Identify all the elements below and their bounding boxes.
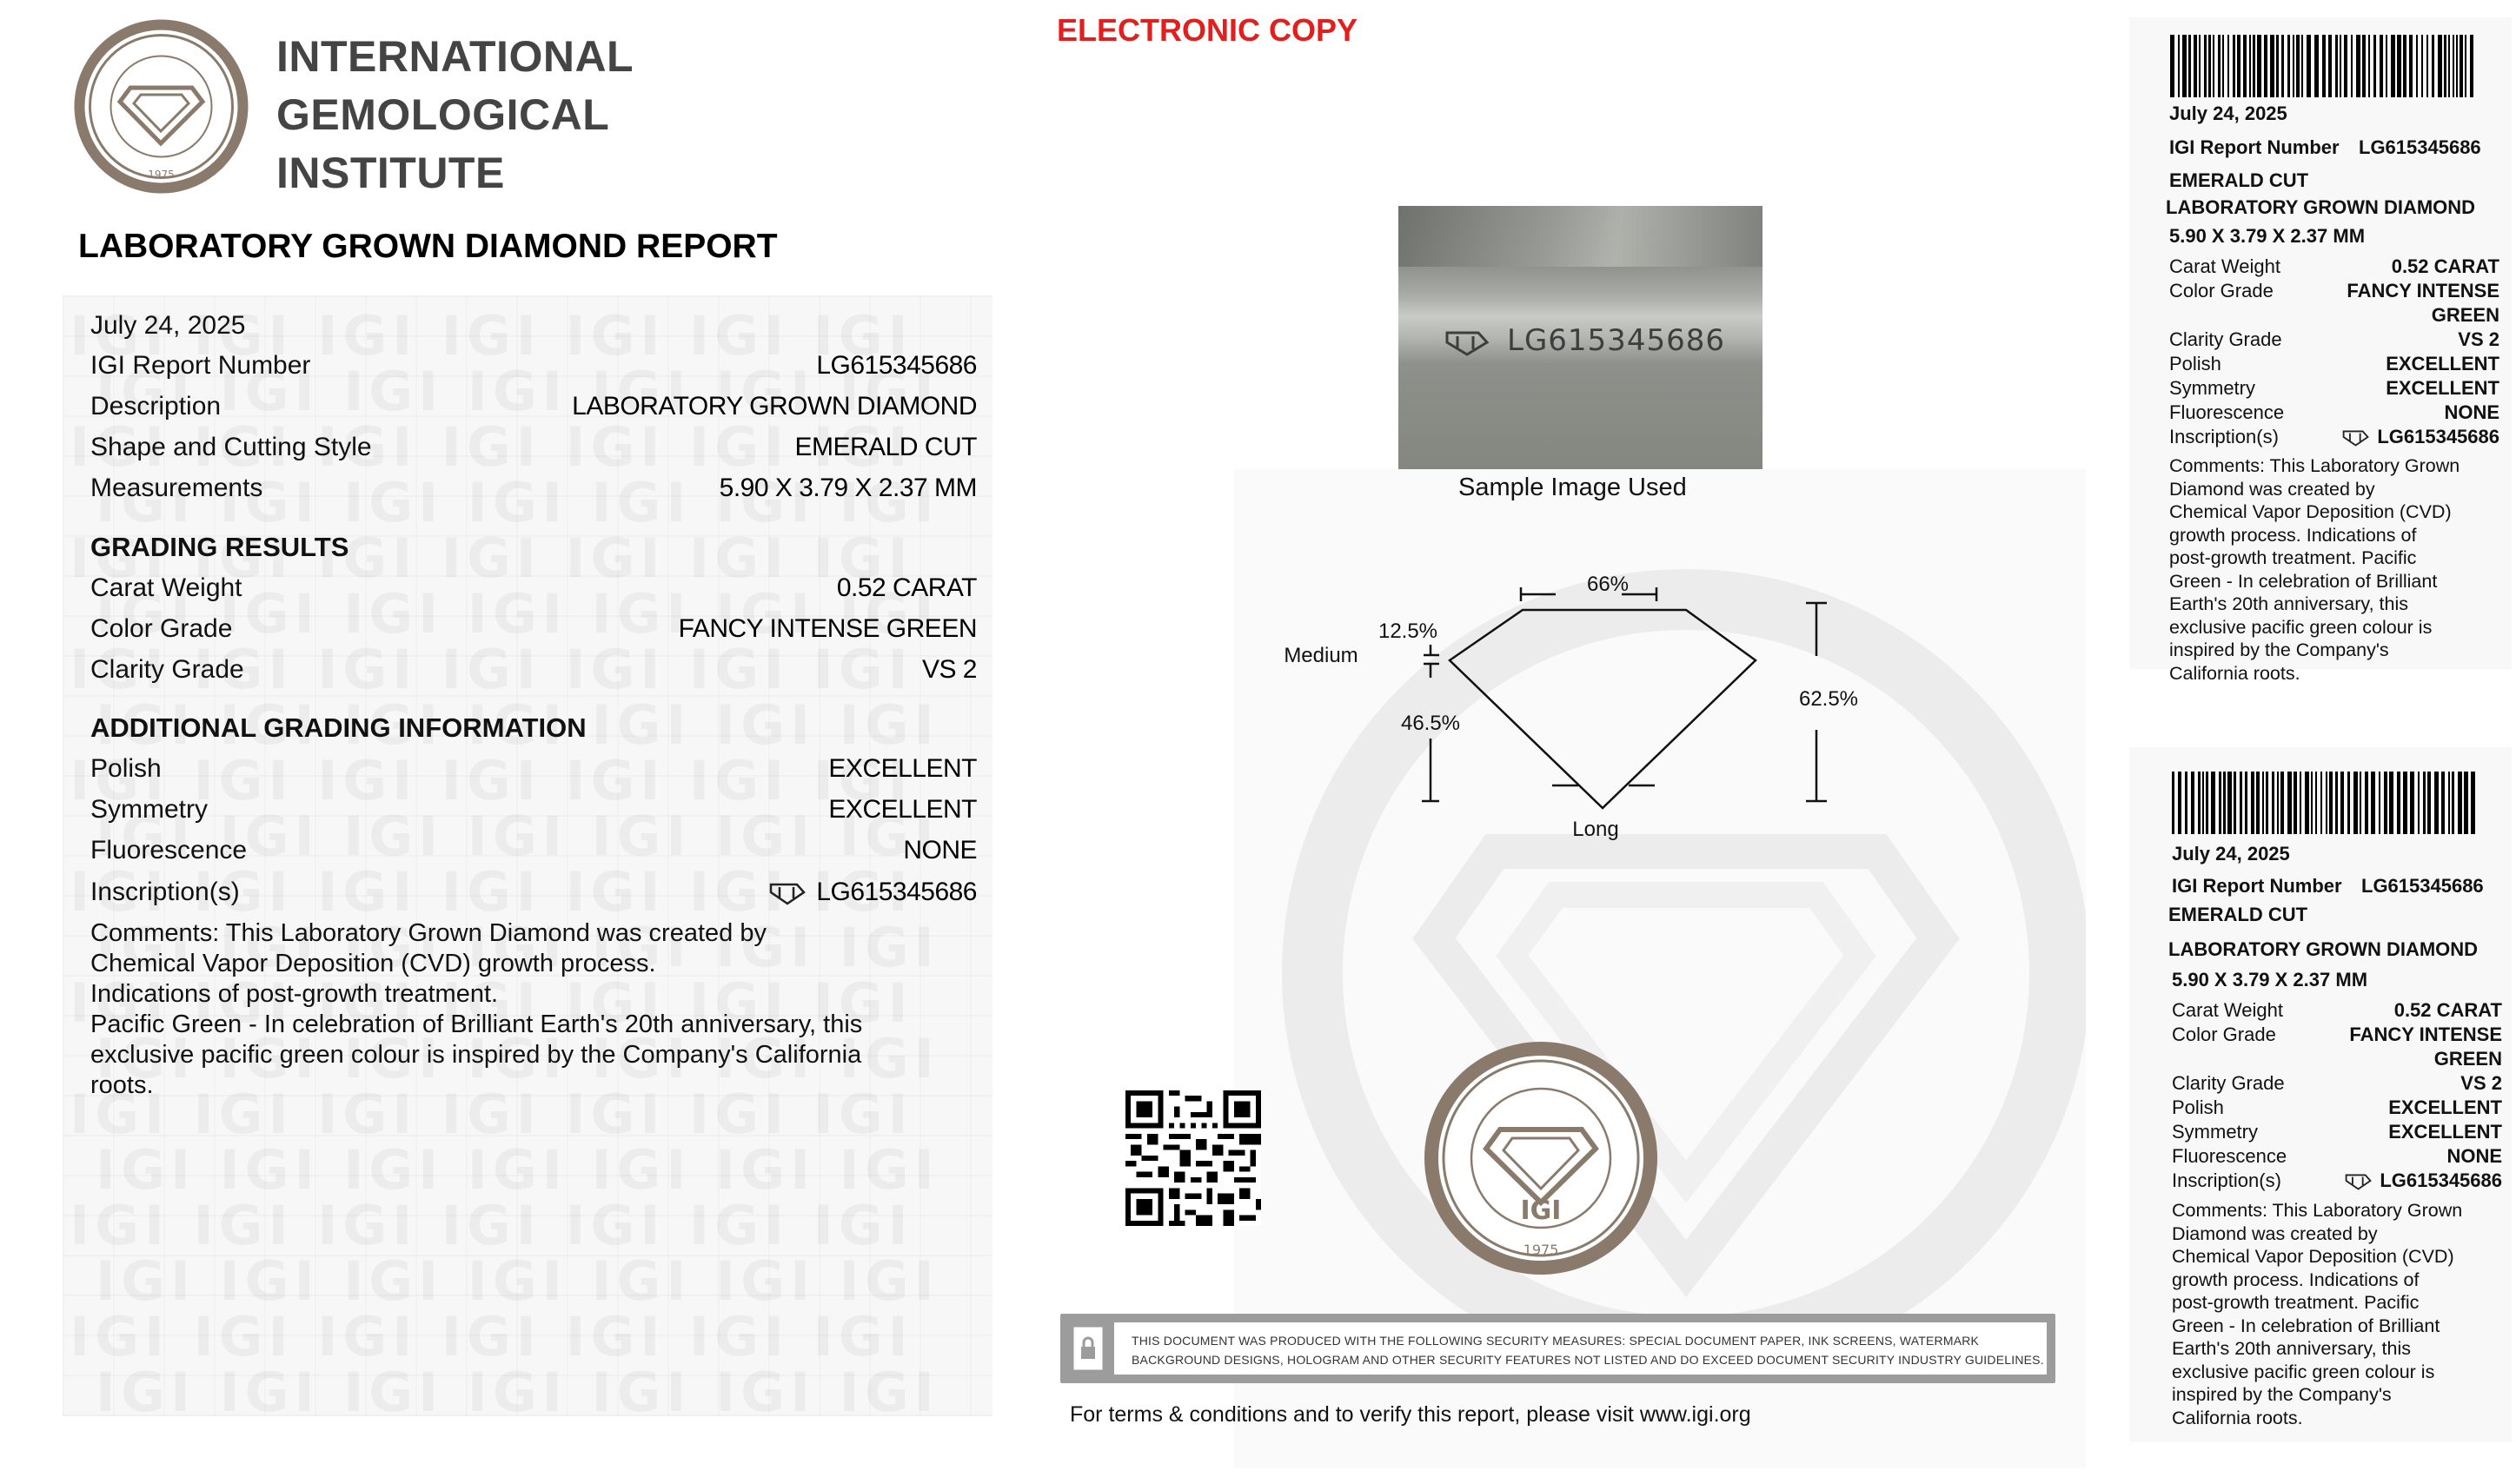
barcode-bar bbox=[2448, 35, 2450, 97]
barcode-bar bbox=[2328, 35, 2332, 97]
barcode-bar bbox=[2386, 35, 2387, 97]
comments-block bbox=[90, 918, 994, 1101]
barcode-bar bbox=[2465, 35, 2466, 97]
barcode-bar bbox=[2340, 772, 2344, 834]
barcode-bar bbox=[2344, 35, 2347, 97]
barcode-bar bbox=[2178, 35, 2180, 97]
barcode-bar bbox=[2270, 35, 2274, 97]
barcode-bar bbox=[2227, 35, 2229, 97]
barcode-bar bbox=[2448, 772, 2450, 834]
stub-comments: Comments: This Laboratory Grown Diamond was created by Chemical Vapor Deposition (CVD) growth process. Indications of post-growth treatment. Pacific Green - In celebration of Brilliant Earth's 20th anniversary, this exclusive pacific green colour is inspired by the Company's California roots. bbox=[2172, 1200, 2463, 1428]
barcode-bar bbox=[2458, 772, 2462, 834]
stub-shape: EMERALD CUT bbox=[2169, 169, 2309, 191]
barcode-bar bbox=[2410, 772, 2414, 834]
igi-seal-logo bbox=[68, 13, 255, 200]
comment-line: roots. bbox=[90, 1071, 154, 1099]
barcode-bar bbox=[2380, 35, 2383, 97]
barcode-bar bbox=[2301, 35, 2303, 97]
barcode-bar bbox=[2293, 35, 2294, 97]
barcode-bar bbox=[2211, 772, 2215, 834]
barcode-bar bbox=[2243, 35, 2247, 97]
barcode-bar bbox=[2194, 35, 2197, 97]
barcode-bar bbox=[2427, 772, 2431, 834]
barcode-bar bbox=[2249, 35, 2251, 97]
barcode bbox=[2170, 35, 2483, 97]
barcode-bar bbox=[2264, 35, 2267, 97]
barcode-bar bbox=[2204, 35, 2207, 97]
barcode-bar bbox=[2191, 772, 2194, 834]
barcode-bar bbox=[2182, 35, 2187, 97]
barcode-bar bbox=[2365, 772, 2368, 834]
barcode-bar bbox=[2452, 772, 2454, 834]
barcode-bar bbox=[2441, 772, 2445, 834]
stub-report-label: IGI Report Number bbox=[2172, 875, 2342, 897]
report-date: July 24, 2025 bbox=[90, 311, 246, 340]
barcode-bar bbox=[2198, 772, 2201, 834]
barcode-bar bbox=[2444, 35, 2446, 97]
barcode-bar bbox=[2322, 35, 2326, 97]
barcode-bar bbox=[2391, 35, 2395, 97]
svg-text:1975: 1975 bbox=[148, 169, 175, 181]
field-row-report-number: IGI Report Number LG615345686 bbox=[90, 351, 977, 380]
barcode-bar bbox=[2227, 772, 2232, 834]
barcode bbox=[2172, 772, 2485, 834]
comment-line: Pacific Green - In celebration of Brilliant Earth's 20th anniversary, this bbox=[90, 1010, 863, 1038]
stub-description: LABORATORY GROWN DIAMOND bbox=[2168, 938, 2479, 960]
svg-text:1975: 1975 bbox=[1523, 1242, 1559, 1258]
barcode-bar bbox=[2460, 35, 2463, 97]
barcode-bar bbox=[2403, 772, 2407, 834]
field-row-polish: Polish EXCELLENT bbox=[90, 754, 977, 783]
barcode-bar bbox=[2356, 35, 2360, 97]
barcode-bar bbox=[2307, 35, 2311, 97]
proportions-diagram bbox=[1269, 556, 1877, 843]
barcode-bar bbox=[2245, 772, 2247, 834]
depth-percent: 62.5% bbox=[1798, 687, 1859, 711]
watermark-text bbox=[70, 1194, 982, 1257]
inscription-value: LG615345686 bbox=[816, 878, 977, 906]
barcode-bar bbox=[2464, 772, 2468, 834]
igi-inscription-icon bbox=[767, 879, 811, 905]
barcode-bar bbox=[2409, 35, 2413, 97]
barcode-bar bbox=[2178, 772, 2181, 834]
stub-measurements: 5.90 X 3.79 X 2.37 MM bbox=[2169, 225, 2366, 247]
barcode-bar bbox=[2237, 35, 2241, 97]
barcode-bar bbox=[2340, 35, 2341, 97]
barcode-bar bbox=[2432, 35, 2434, 97]
barcode-bar bbox=[2368, 35, 2370, 97]
barcode-bar bbox=[2329, 772, 2333, 834]
barcode-bar bbox=[2262, 772, 2264, 834]
watermark-text bbox=[96, 1249, 1008, 1313]
barcode-bar bbox=[2276, 35, 2279, 97]
additional-grading-heading: ADDITIONAL GRADING INFORMATION bbox=[90, 712, 587, 743]
barcode-bar bbox=[2379, 772, 2380, 834]
barcode-bar bbox=[2202, 772, 2204, 834]
org-name-line-1: INTERNATIONAL bbox=[276, 32, 634, 81]
sample-inscription-text: LG615345686 bbox=[1507, 323, 1725, 358]
barcode-bar bbox=[2218, 35, 2221, 97]
electronic-copy-label: ELECTRONIC COPY bbox=[1057, 12, 1358, 48]
report-title: LABORATORY GROWN DIAMOND REPORT bbox=[78, 228, 778, 265]
field-row-inscription: Inscription(s) LG615345686 bbox=[90, 878, 977, 906]
lock-document-icon bbox=[1072, 1326, 1104, 1371]
comment-line: exclusive pacific green colour is inspired by the Company's California bbox=[90, 1041, 862, 1069]
barcode-bar bbox=[2315, 772, 2317, 834]
stub-date: July 24, 2025 bbox=[2169, 103, 2287, 124]
qr-code[interactable] bbox=[1125, 1090, 1261, 1226]
barcode-bar bbox=[2251, 772, 2254, 834]
stub-comments: Comments: This Laboratory Grown Diamond was created by Chemical Vapor Deposition (CVD) growth process. Indications of post-growth treatment. Pacific Green - In celebration of Brilliant Earth's 20th anniversary, this exclusive pacific green colour is inspired by the Company's California roots. bbox=[2169, 455, 2460, 684]
barcode-bar bbox=[2233, 35, 2235, 97]
barcode-bar bbox=[2353, 772, 2358, 834]
pavilion-percent: 46.5% bbox=[1400, 712, 1461, 735]
watermark-text bbox=[96, 1138, 1008, 1202]
grading-results-heading: GRADING RESULTS bbox=[90, 532, 349, 562]
table-percent: 66% bbox=[1586, 573, 1630, 596]
barcode-bar bbox=[2300, 772, 2301, 834]
crown-percent: 12.5% bbox=[1377, 619, 1438, 643]
barcode-bar bbox=[2421, 35, 2423, 97]
watermark-text bbox=[70, 1305, 982, 1368]
barcode-bar bbox=[2438, 35, 2442, 97]
barcode-bar bbox=[2426, 35, 2428, 97]
barcode-bar bbox=[2222, 35, 2224, 97]
igi-inscription-icon bbox=[2340, 427, 2373, 447]
barcode-bar bbox=[2384, 772, 2387, 834]
barcode-bar bbox=[2272, 772, 2274, 834]
barcode-bar bbox=[2253, 35, 2255, 97]
barcode-bar bbox=[2185, 772, 2187, 834]
field-row-carat: Carat Weight 0.52 CARAT bbox=[90, 573, 977, 602]
field-row-shape: Shape and Cutting Style EMERALD CUT bbox=[90, 433, 977, 461]
terms-text: For terms & conditions and to verify this report, please visit www.igi.org bbox=[1070, 1402, 1751, 1427]
barcode-bar bbox=[2335, 772, 2338, 834]
barcode-bar bbox=[2311, 772, 2313, 834]
org-name-line-2: GEMOLOGICAL bbox=[276, 90, 610, 139]
field-row-clarity: Clarity Grade VS 2 bbox=[90, 655, 977, 684]
barcode-bar bbox=[2287, 35, 2290, 97]
barcode-bar bbox=[2305, 772, 2309, 834]
stub-measurements: 5.90 X 3.79 X 2.37 MM bbox=[2172, 969, 2368, 990]
field-row-description: Description LABORATORY GROWN DIAMOND bbox=[90, 392, 977, 421]
barcode-bar bbox=[2256, 772, 2260, 834]
barcode-bar bbox=[2389, 772, 2393, 834]
barcode-bar bbox=[2296, 35, 2300, 97]
barcode-bar bbox=[2362, 35, 2366, 97]
security-notice-bar bbox=[1060, 1314, 2055, 1383]
comment-line: Indications of post-growth treatment. bbox=[90, 980, 499, 1008]
barcode-bar bbox=[2347, 772, 2350, 834]
barcode-bar bbox=[2294, 772, 2297, 834]
stub-report-number: LG615345686 bbox=[2361, 875, 2484, 897]
barcode-bar bbox=[2416, 35, 2418, 97]
barcode-bar bbox=[2453, 35, 2454, 97]
barcode-bar bbox=[2434, 772, 2439, 834]
barcode-bar bbox=[2240, 772, 2242, 834]
barcode-bar bbox=[2213, 35, 2214, 97]
barcode-bar bbox=[2418, 772, 2420, 834]
girdle-label: Medium bbox=[1284, 644, 1358, 667]
barcode-bar bbox=[2266, 772, 2268, 834]
org-name-line-3: INSTITUTE bbox=[276, 149, 505, 197]
culet-label: Long bbox=[1572, 818, 1619, 841]
sample-image-caption: Sample Image Used bbox=[1458, 474, 1687, 501]
barcode-bar bbox=[2287, 772, 2292, 834]
sample-inscription-image bbox=[1398, 206, 1763, 469]
barcode-bar bbox=[2277, 772, 2279, 834]
barcode-bar bbox=[2403, 35, 2406, 97]
barcode-bar bbox=[2371, 772, 2375, 834]
barcode-bar bbox=[2219, 772, 2221, 834]
barcode-bar bbox=[2206, 772, 2208, 834]
igi-center-seal bbox=[1415, 1032, 1667, 1284]
watermark-text bbox=[96, 1361, 1008, 1424]
barcode-bar bbox=[2373, 35, 2376, 97]
barcode-bar bbox=[2335, 35, 2338, 97]
field-row-fluorescence: Fluorescence NONE bbox=[90, 836, 977, 865]
barcode-bar bbox=[2470, 35, 2473, 97]
stub-report-label: IGI Report Number bbox=[2169, 136, 2340, 158]
igi-inscription-icon bbox=[1444, 328, 1494, 357]
barcode-bar bbox=[2172, 772, 2174, 834]
field-row-symmetry: Symmetry EXCELLENT bbox=[90, 795, 977, 824]
barcode-bar bbox=[2456, 35, 2458, 97]
igi-inscription-icon bbox=[2343, 1171, 2376, 1190]
stub-report-number: LG615345686 bbox=[2359, 136, 2481, 158]
security-text-line-2: BACKGROUND DESIGNS, HOLOGRAM AND OTHER SECURITY FEATURES NOT LISTED AND DO EXCEED DOCUMENT SECURITY INDUSTRY GUIDELINES. bbox=[1132, 1353, 2044, 1367]
barcode-bar bbox=[2471, 772, 2475, 834]
barcode-bar bbox=[2223, 772, 2226, 834]
barcode-bar bbox=[2257, 35, 2261, 97]
comment-line: Chemical Vapor Deposition (CVD) growth process. bbox=[90, 950, 656, 977]
comment-line: Comments: This Laboratory Grown Diamond was created by bbox=[90, 919, 767, 947]
barcode-bar bbox=[2280, 772, 2284, 834]
barcode-bar bbox=[2188, 35, 2191, 97]
security-text-line-1: THIS DOCUMENT WAS PRODUCED WITH THE FOLLOWING SECURITY MEASURES: SPECIAL DOCUMENT PAPER, INK SCREENS, WATERMARK bbox=[1132, 1334, 1980, 1348]
field-row-measurements: Measurements 5.90 X 3.79 X 2.37 MM bbox=[90, 474, 977, 502]
barcode-bar bbox=[2397, 772, 2400, 834]
barcode-bar bbox=[2281, 35, 2284, 97]
barcode-bar bbox=[2314, 35, 2319, 97]
barcode-bar bbox=[2199, 35, 2201, 97]
barcode-bar bbox=[2320, 772, 2322, 834]
barcode-bar bbox=[2351, 35, 2353, 97]
barcode-bar bbox=[2360, 772, 2361, 834]
barcode-bar bbox=[2423, 772, 2426, 834]
barcode-bar bbox=[2326, 772, 2327, 834]
svg-text:IGI: IGI bbox=[1520, 1196, 1562, 1226]
barcode-bar bbox=[2170, 35, 2174, 97]
stub-shape: EMERALD CUT bbox=[2168, 904, 2308, 925]
barcode-bar bbox=[2234, 772, 2236, 834]
barcode-bar bbox=[2397, 35, 2401, 97]
stub-description: LABORATORY GROWN DIAMOND bbox=[2166, 196, 2476, 218]
barcode-bar bbox=[2208, 35, 2211, 97]
stub-date: July 24, 2025 bbox=[2172, 843, 2290, 865]
field-row-color: Color Grade FANCY INTENSE GREEN bbox=[90, 614, 977, 643]
